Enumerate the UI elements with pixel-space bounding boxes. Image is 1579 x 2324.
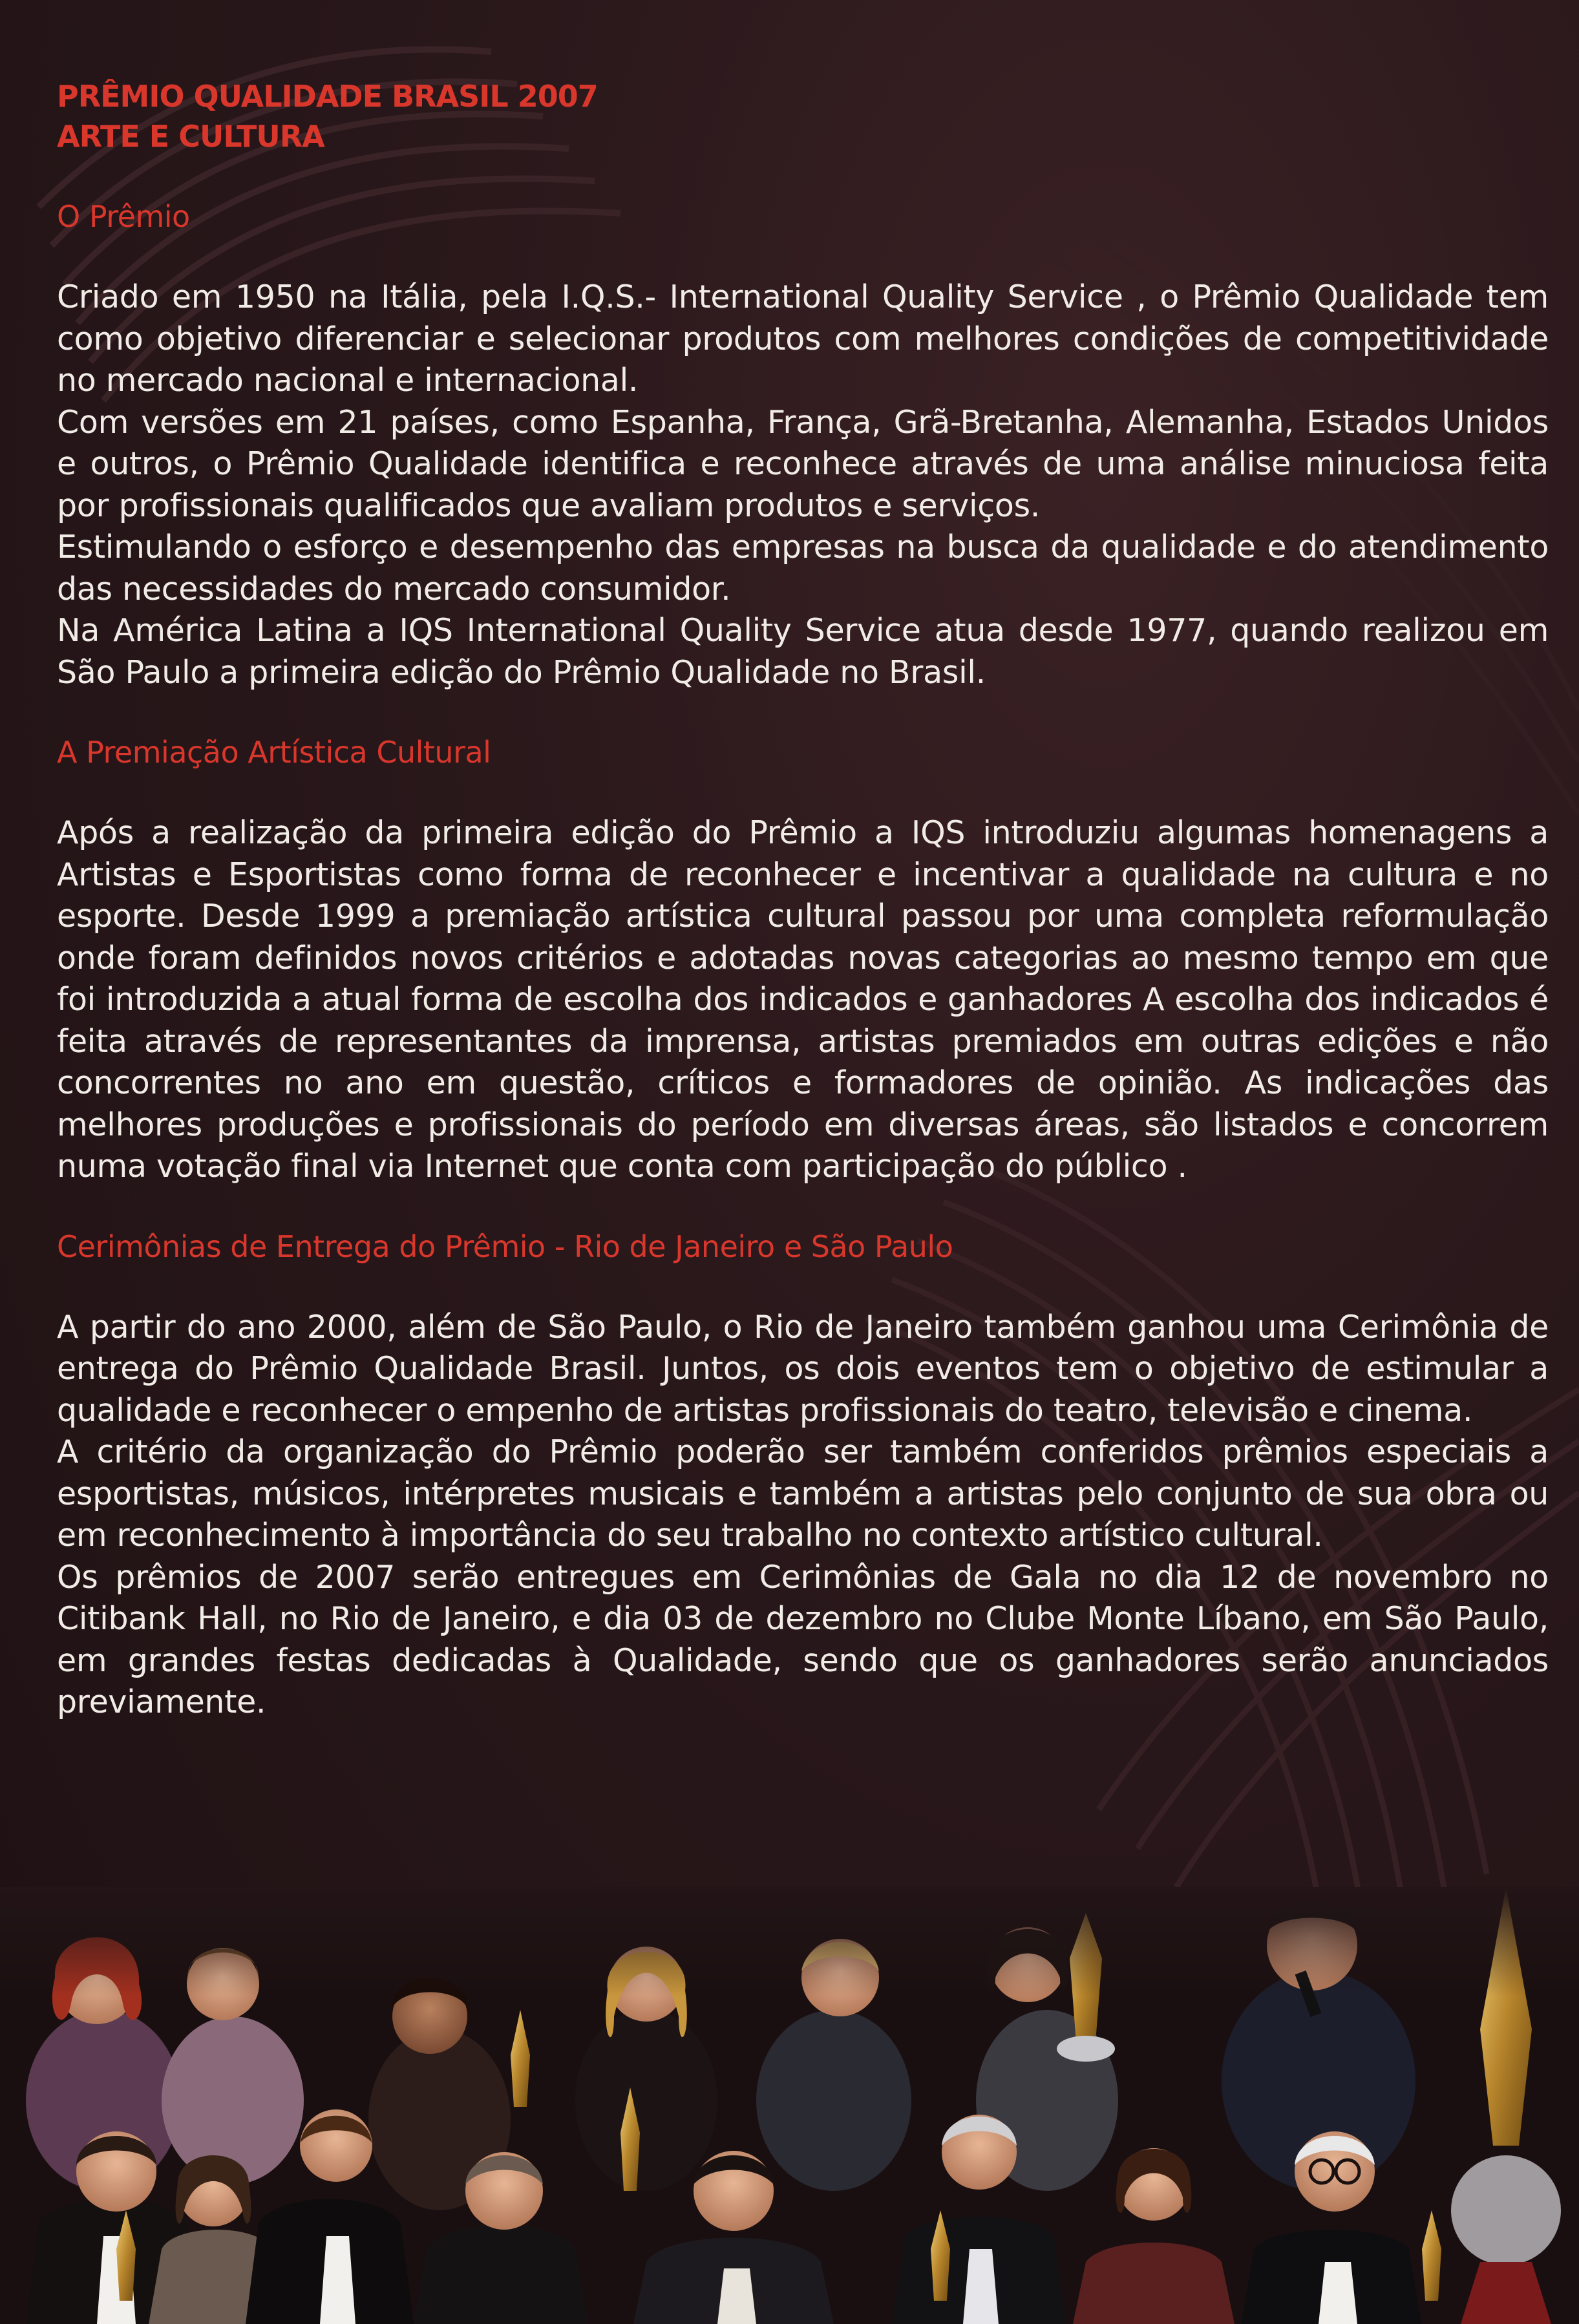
award-winners-photo-collage — [0, 1887, 1579, 2324]
paragraph: Com versões em 21 países, como Espanha, França, Grã-Bretanha, Alemanha, Estados Unidos e outros, o Prêmio Qualidade identifica e reconhece através de uma análise minuciosa feita por profissionais qualificados que avaliam produtos e serviços. — [57, 403, 1549, 524]
paragraph: A critério da organização do Prêmio poderão ser também conferidos prêmios especiais a esportistas, músicos, intérpretes musicais e também a artistas pelo conjunto de sua obra ou em reconhecimento à importância do seu trabalho no contexto artístico cultural. — [57, 1433, 1549, 1554]
section-heading-premiacao: A Premiação Artística Cultural — [57, 735, 491, 770]
paragraph: A partir do ano 2000, além de São Paulo, o Rio de Janeiro também ganhou uma Cerimônia de entrega do Prêmio Qualidade Brasil. Juntos, os dois eventos tem o objetivo de estimular a qualidade e reconhecer o empenho de artistas profissionais do teatro, televisão e cinema. — [57, 1308, 1549, 1429]
paragraph: Os prêmios de 2007 serão entregues em Cerimônias de Gala no dia 12 de novembro no Citibank Hall, no Rio de Janeiro, e dia 03 de dezembro no Clube Monte Líbano, em São Paulo, em grandes festas dedicadas à Qualidade, sendo que os ganhadores serão anunciados previamente. — [57, 1558, 1549, 1720]
paragraph: Após a realização da primeira edição do Prêmio a IQS introduziu algumas homenagens a Artistas e Esportistas como forma de reconhecer e incentivar a qualidade na cultura e no esporte. Desde 1999 a premiação artística cultural passou por uma completa reformulação onde foram definidos novos critérios e adotadas novas categorias ao mesmo tempo em que foi introduzida a atual forma de escolha dos indicados e ganhadores A escolha dos indicados é feita através de representantes da imprensa, artistas premiados em outras edições e não concorrentes no ano em questão, críticos e formadores de opinião. As indicações das melhores produções e profissionais do período em diversas áreas, são listados e concorrem numa votação final via Internet que conta com participação do público . — [57, 814, 1549, 1185]
paragraph: Criado em 1950 na Itália, pela I.Q.S.- International Quality Service , o Prêmio Qualidade tem como objetivo diferenciar e selecionar produtos com melhores condições de competitividade no mercado nacional e internacional. — [57, 279, 1549, 399]
section-heading-o-premio: O Prêmio — [57, 199, 190, 234]
collage-illustration — [0, 1887, 1579, 2324]
paragraph: Estimulando o esforço e desempenho das empresas na busca da qualidade e do atendimento das necessidades do mercado consumidor. — [57, 529, 1549, 607]
paragraph: Na América Latina a IQS International Quality Service atua desde 1977, quando realizou em São Paulo a primeira edição do Prêmio Qualidade no Brasil. — [57, 612, 1549, 691]
section-heading-cerimonias: Cerimônias de Entrega do Prêmio - Rio de Janeiro e São Paulo — [57, 1229, 953, 1264]
header-title-line1: PRÊMIO QUALIDADE BRASIL 2007 — [57, 79, 598, 114]
document-text — [57, 76, 1549, 1724]
header-title-line2: ARTE E CULTURA — [57, 119, 324, 154]
